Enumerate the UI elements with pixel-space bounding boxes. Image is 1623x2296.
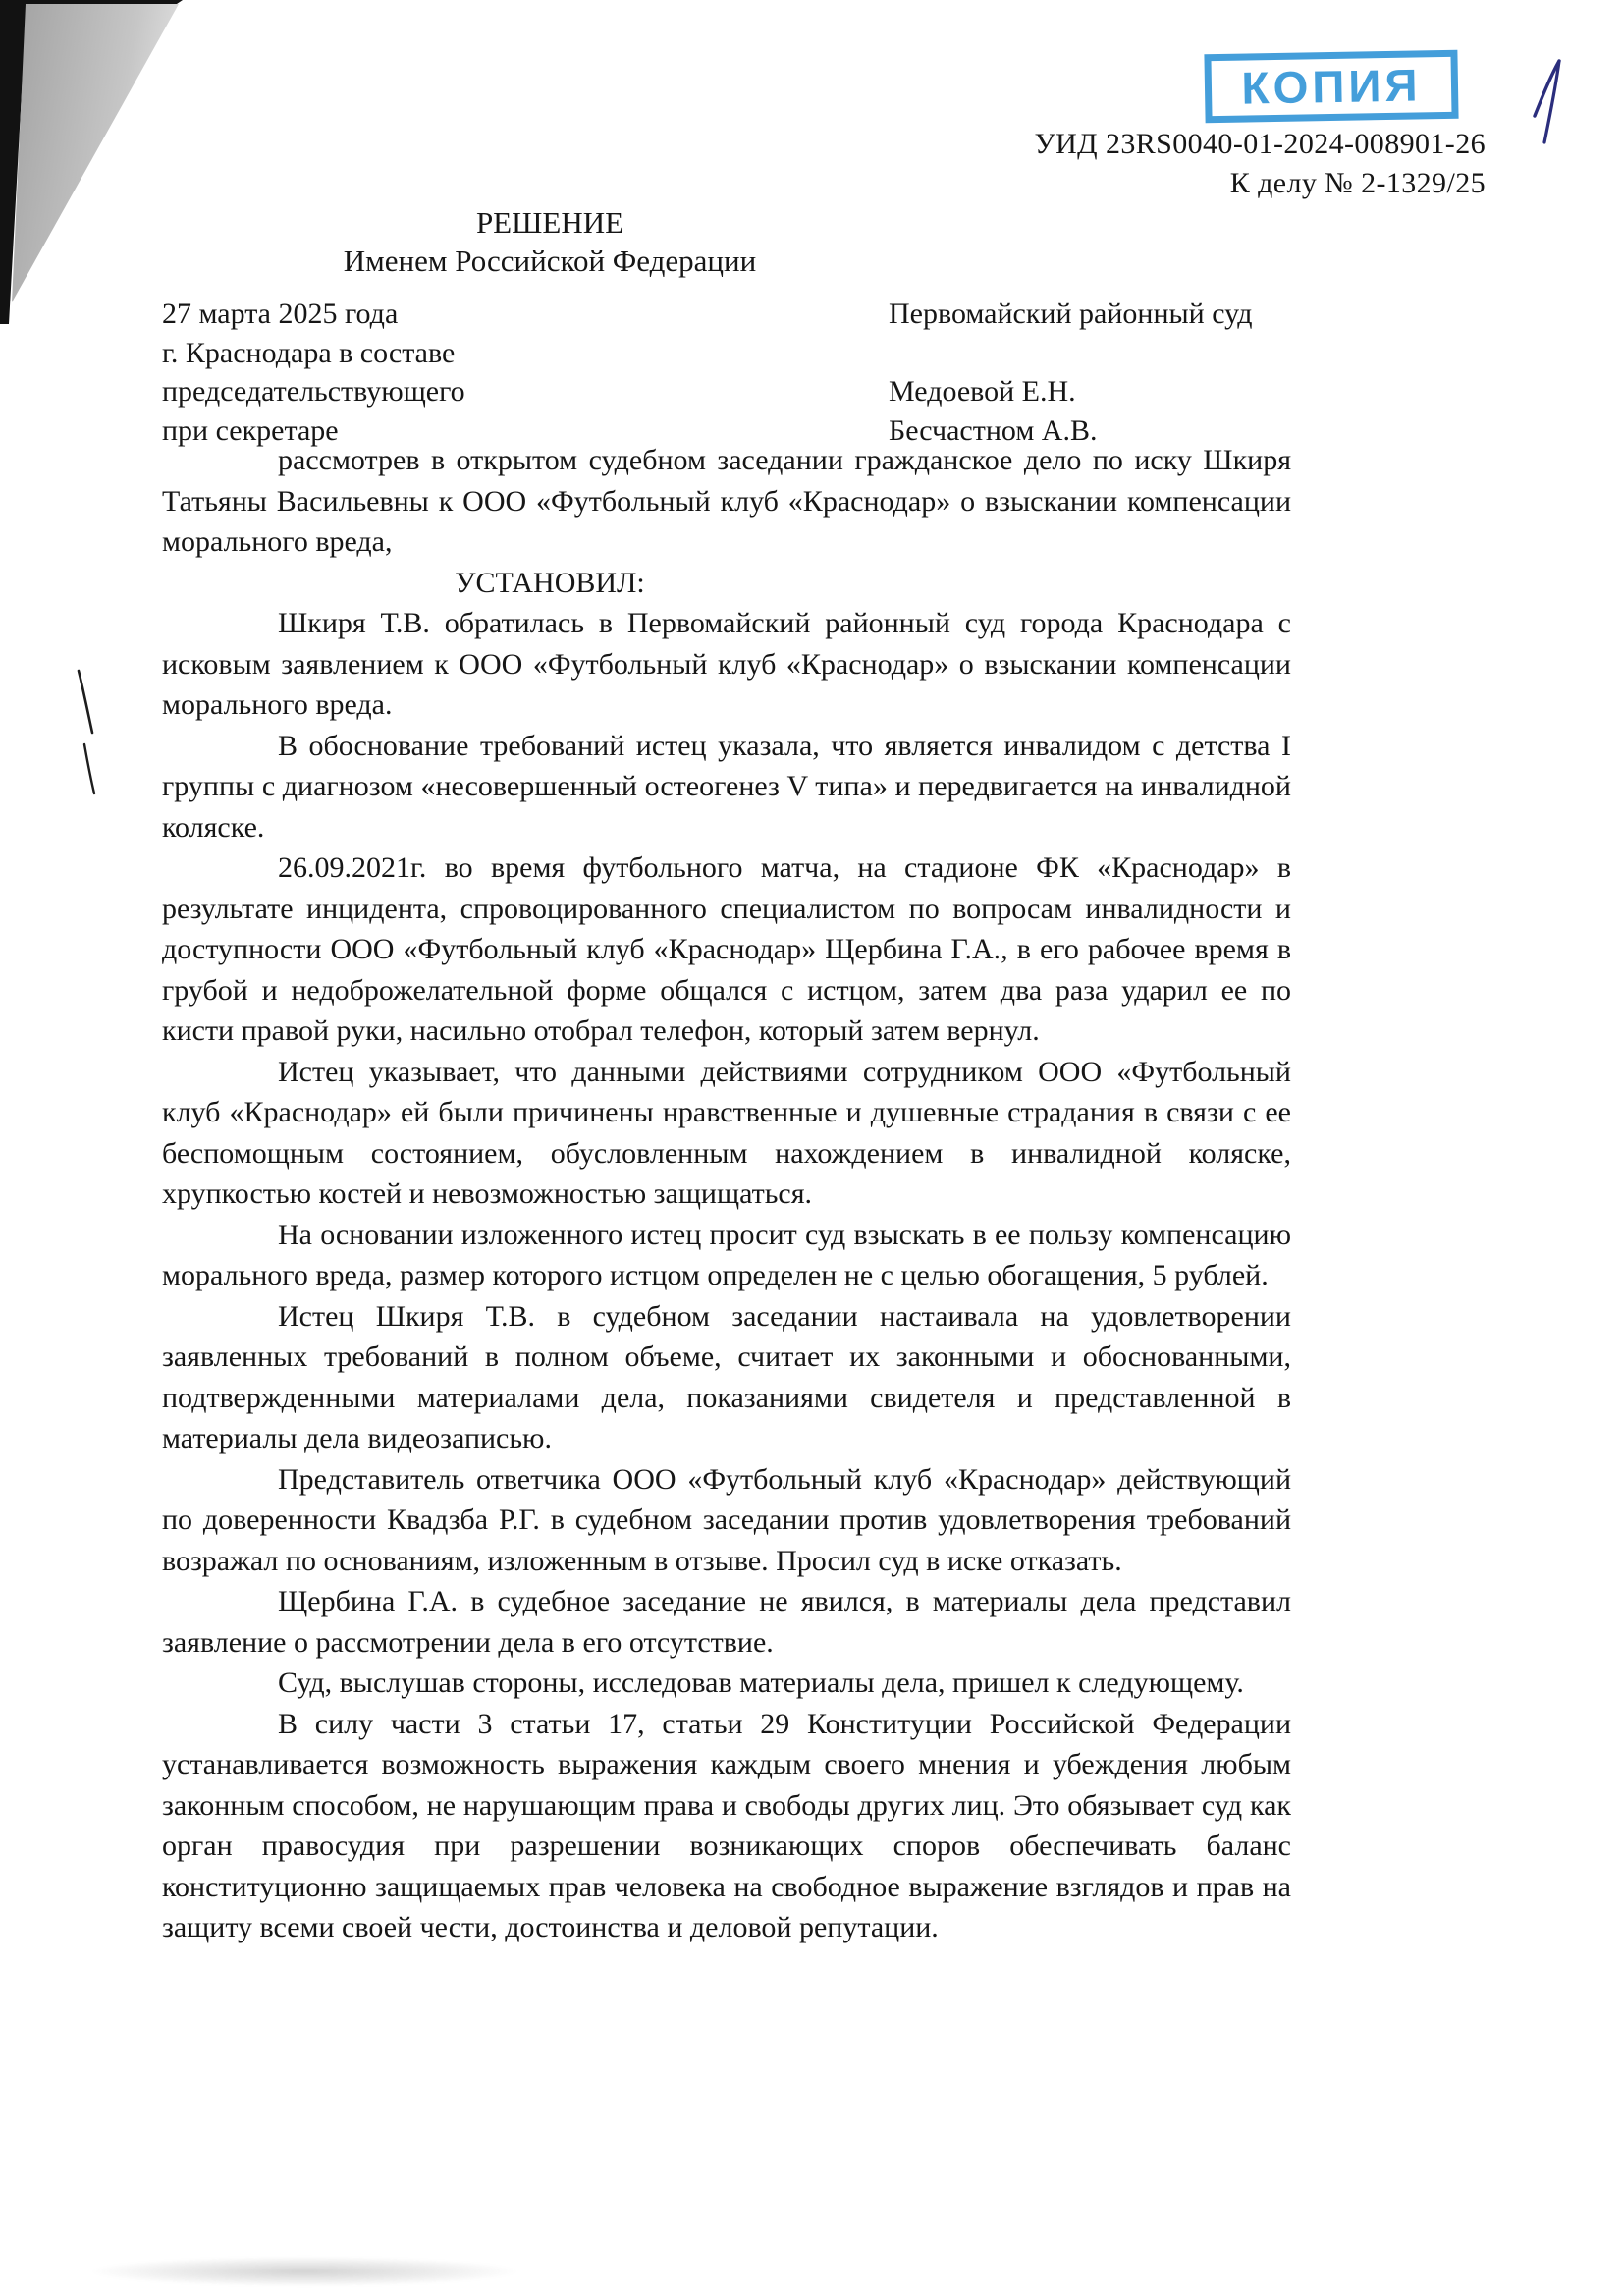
court-info-block [162, 295, 1291, 450]
body-paragraph: В обоснование требований истец указала, что является инвалидом с детства I группы с диагнозом «несовершенный остеогенез V типа» и передвигается на инвалидной коляске. [162, 729, 1291, 844]
body-paragraph: Представитель ответчика ООО «Футбольный клуб «Краснодар» действующий по доверенности Квадзба Р.Г. в судебном заседании против удовлетворения требований возражал по основаниям, изложенным в отзыве. Просил суд в иске отказать. [162, 1462, 1291, 1577]
uid-line: УИД 23RS0040-01-2024-008901-26 [1034, 128, 1486, 160]
body-paragraph: Истец Шкиря Т.В. в судебном заседании настаивала на удовлетворении заявленных требований в полном объеме, считает их законными и обоснованными, подтвержденными материалами дела, показаниями свидетеля и представленной в материалы дела видеозаписью. [162, 1299, 1291, 1454]
court-info-row [162, 334, 1291, 373]
scan-fold-artifact-gray [0, 0, 196, 334]
body-paragraph: Щербина Г.А. в судебное заседание не явился, в материалы дела представил заявление о рассмотрении дела в его отсутствие. [162, 1585, 1291, 1659]
decision-body [162, 440, 1291, 1948]
court-info-row [162, 295, 1291, 334]
body-paragraph: Шкиря Т.В. обратилась в Первомайский районный суд города Краснодара с исковым заявлением к ООО «Футбольный клуб «Краснодар» о взыскании компенсации морального вреда. [162, 607, 1291, 721]
section-heading-ustanovil: УСТАНОВИЛ: [455, 566, 645, 599]
copy-stamp [1204, 50, 1458, 123]
court-info-row [162, 372, 1291, 411]
scan-smudge [93, 2257, 515, 2286]
court-info-left: при секретаре [162, 413, 339, 447]
intro-paragraph: рассмотрев в открытом судебном заседании гражданское дело по иску Шкиря Татьяны Васильевны к ООО «Футбольный клуб «Краснодар» о взыскании компенсации морального вреда, [162, 444, 1291, 558]
document-title: РЕШЕНИЕ [475, 205, 624, 240]
court-info-right: Бесчастном А.В. [889, 413, 1098, 447]
margin-pen-marks [57, 656, 116, 813]
court-info-right: Первомайский районный суд [889, 298, 1253, 330]
body-paragraph: Суд, выслушав стороны, исследовав материалы дела, пришел к следующему. [278, 1667, 1244, 1699]
court-info-left: председательствующего [162, 375, 465, 408]
case-number-line: К делу № 2-1329/25 [1229, 167, 1486, 199]
court-info-right: Медоевой Е.Н. [889, 375, 1076, 408]
copy-stamp-label: КОПИЯ [1241, 59, 1422, 114]
body-paragraph: 26.09.2021г. во время футбольного матча, на стадионе ФК «Краснодар» в результате инцидента, спровоцированного специалистом по вопросам инвалидности и доступности ООО «Футбольный клуб «Краснодар» Щербина Г.А., в его рабочее время в грубой и недоброжелательной форме общался с истцом, затем два раза ударил ее по кисти правой руки, насильно отобрал телефон, который затем вернул. [162, 851, 1291, 1047]
handwritten-page-number-mark [1517, 49, 1576, 157]
document-header-numbers [1034, 125, 1486, 203]
body-paragraph: На основании изложенного истец просит суд взыскать в ее пользу компенсацию морального вреда, размер которого истцом определен не с целью обогащения, 5 рублей. [162, 1218, 1291, 1291]
document-subtitle: Именем Российской Федерации [343, 244, 757, 278]
title-block [162, 203, 938, 280]
body-paragraph: В силу части 3 статьи 17, статьи 29 Конституции Российской Федерации устанавливается возможность выражения каждым своего мнения и убеждения любым законным способом, не нарушающим права и свободы других лиц. Это обязывает суд как орган правосудия при разрешении возникающих споров обеспечивать баланс конституционно защищаемых прав человека на свободное выражение взглядов и прав на защиту всеми своей чести, достоинства и деловой репутации. [162, 1707, 1291, 1943]
body-paragraph: Истец указывает, что данными действиями сотрудником ООО «Футбольный клуб «Краснодар» ей были причинены нравственные и душевные страдания в связи с ее беспомощным состоянием, обусловленным нахождением в инвалидной коляске, хрупкостью костей и невозможностью защищаться. [162, 1055, 1291, 1210]
court-info-left: 27 марта 2025 года [162, 298, 399, 330]
court-info-left: г. Краснодара в составе [162, 336, 456, 369]
